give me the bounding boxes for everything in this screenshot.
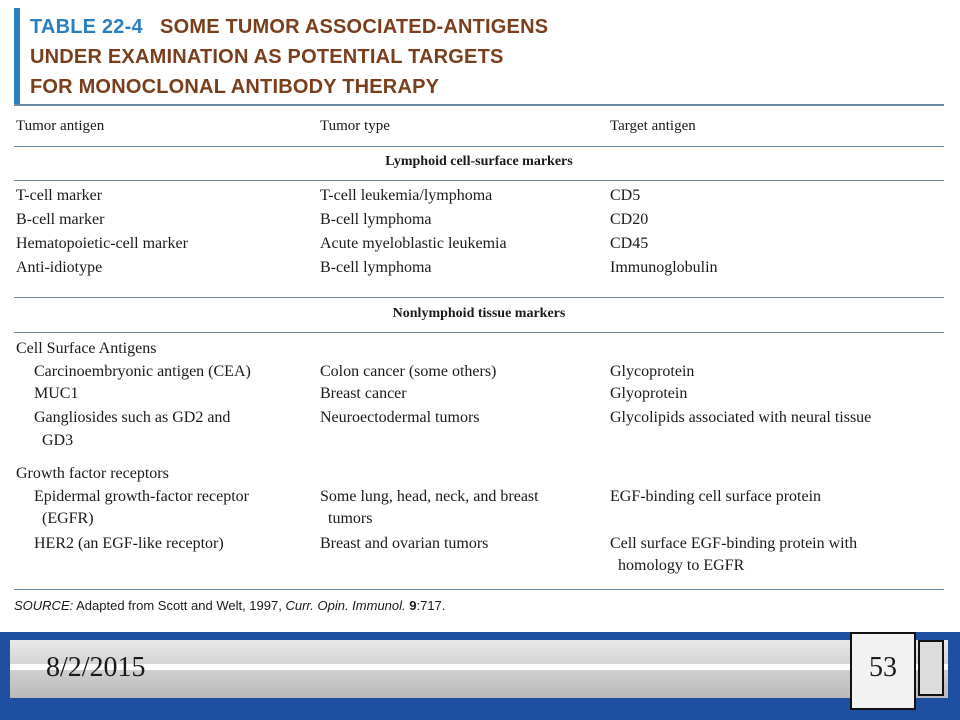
table-cell: Carcinoembryonic antigen (CEA) [34, 363, 251, 380]
source-pages: :717. [416, 598, 446, 613]
table-cell: Breast cancer [320, 385, 407, 402]
table-cell: EGF-binding cell surface protein [610, 488, 822, 505]
page-number: 53 [869, 652, 897, 683]
table-cell: T-cell leukemia/lymphoma [320, 187, 493, 204]
table-cell: Glycolipids associated with neural tissue [610, 409, 872, 426]
footer-stripe [10, 664, 948, 670]
source-text: Adapted from Scott and Welt, 1997, [73, 598, 286, 613]
table-cell: CD5 [610, 187, 641, 204]
table-cell: homology to EGFR [618, 557, 745, 574]
table-cell: B-cell lymphoma [320, 259, 432, 276]
source-label: SOURCE: [14, 598, 74, 613]
title-accent-bar [14, 8, 20, 106]
table-cell: T-cell marker [16, 187, 103, 204]
title-line-3: FOR MONOCLONAL ANTIBODY THERAPY [30, 76, 440, 98]
column-header-target-antigen: Target antigen [610, 118, 696, 134]
section-rule-3 [14, 332, 944, 333]
source-volume: 9 [405, 598, 417, 613]
section-lymphoid-heading: Lymphoid cell-surface markers [385, 154, 573, 169]
footer-right-cap [918, 640, 944, 696]
table-cell: Glycoprotein [610, 363, 695, 380]
table-cell: Cell surface EGF-binding protein with [610, 535, 858, 552]
table-cell: Glyoprotein [610, 385, 688, 402]
source-journal: Curr. Opin. Immunol. [285, 598, 406, 613]
table-title [30, 12, 548, 102]
title-line-2: UNDER EXAMINATION AS POTENTIAL TARGETS [30, 46, 504, 68]
table-cell: B-cell marker [16, 211, 105, 228]
table-cell: tumors [328, 510, 373, 527]
column-header-tumor-type: Tumor type [320, 118, 390, 134]
table-source-note [14, 598, 445, 613]
table-cell: MUC1 [34, 385, 79, 402]
table-cell: Immunoglobulin [610, 259, 718, 276]
table-cell: Gangliosides such as GD2 and [34, 409, 231, 426]
table-cell: Acute myeloblastic leukemia [320, 235, 507, 252]
title-line-1: SOME TUMOR ASSOCIATED-ANTIGENS [160, 16, 549, 38]
table-number: TABLE 22-4 [30, 16, 143, 38]
section-nonlymphoid-heading: Nonlymphoid tissue markers [392, 306, 566, 321]
table-bottom-rule [14, 589, 944, 590]
table-cell: Anti-idiotype [16, 259, 103, 276]
footer-date: 8/2/2015 [46, 652, 146, 683]
table-cell: CD45 [610, 235, 649, 252]
table-cell: Breast and ovarian tumors [320, 535, 489, 552]
table-cell: (EGFR) [42, 510, 94, 527]
table-cell: CD20 [610, 211, 649, 228]
table-cell: Epidermal growth-factor receptor [34, 488, 250, 505]
table-cell: HER2 (an EGF-like receptor) [34, 535, 224, 552]
table-cell: Some lung, head, neck, and breast [320, 488, 539, 505]
group-label-cell-surface-antigens: Cell Surface Antigens [16, 340, 157, 357]
column-header-tumor-antigen: Tumor antigen [16, 118, 105, 134]
table-cell: Hematopoietic-cell marker [16, 235, 188, 252]
section-rule-1 [14, 180, 944, 181]
section-rule-2 [14, 297, 944, 298]
table-cell: GD3 [42, 432, 74, 449]
table-cell: Neuroectodermal tumors [320, 409, 480, 426]
table-cell: B-cell lymphoma [320, 211, 432, 228]
header-rule [14, 146, 944, 147]
table-cell: Colon cancer (some others) [320, 363, 497, 380]
table-top-rule [14, 104, 944, 106]
group-label-growth-factor-receptors: Growth factor receptors [16, 465, 169, 482]
